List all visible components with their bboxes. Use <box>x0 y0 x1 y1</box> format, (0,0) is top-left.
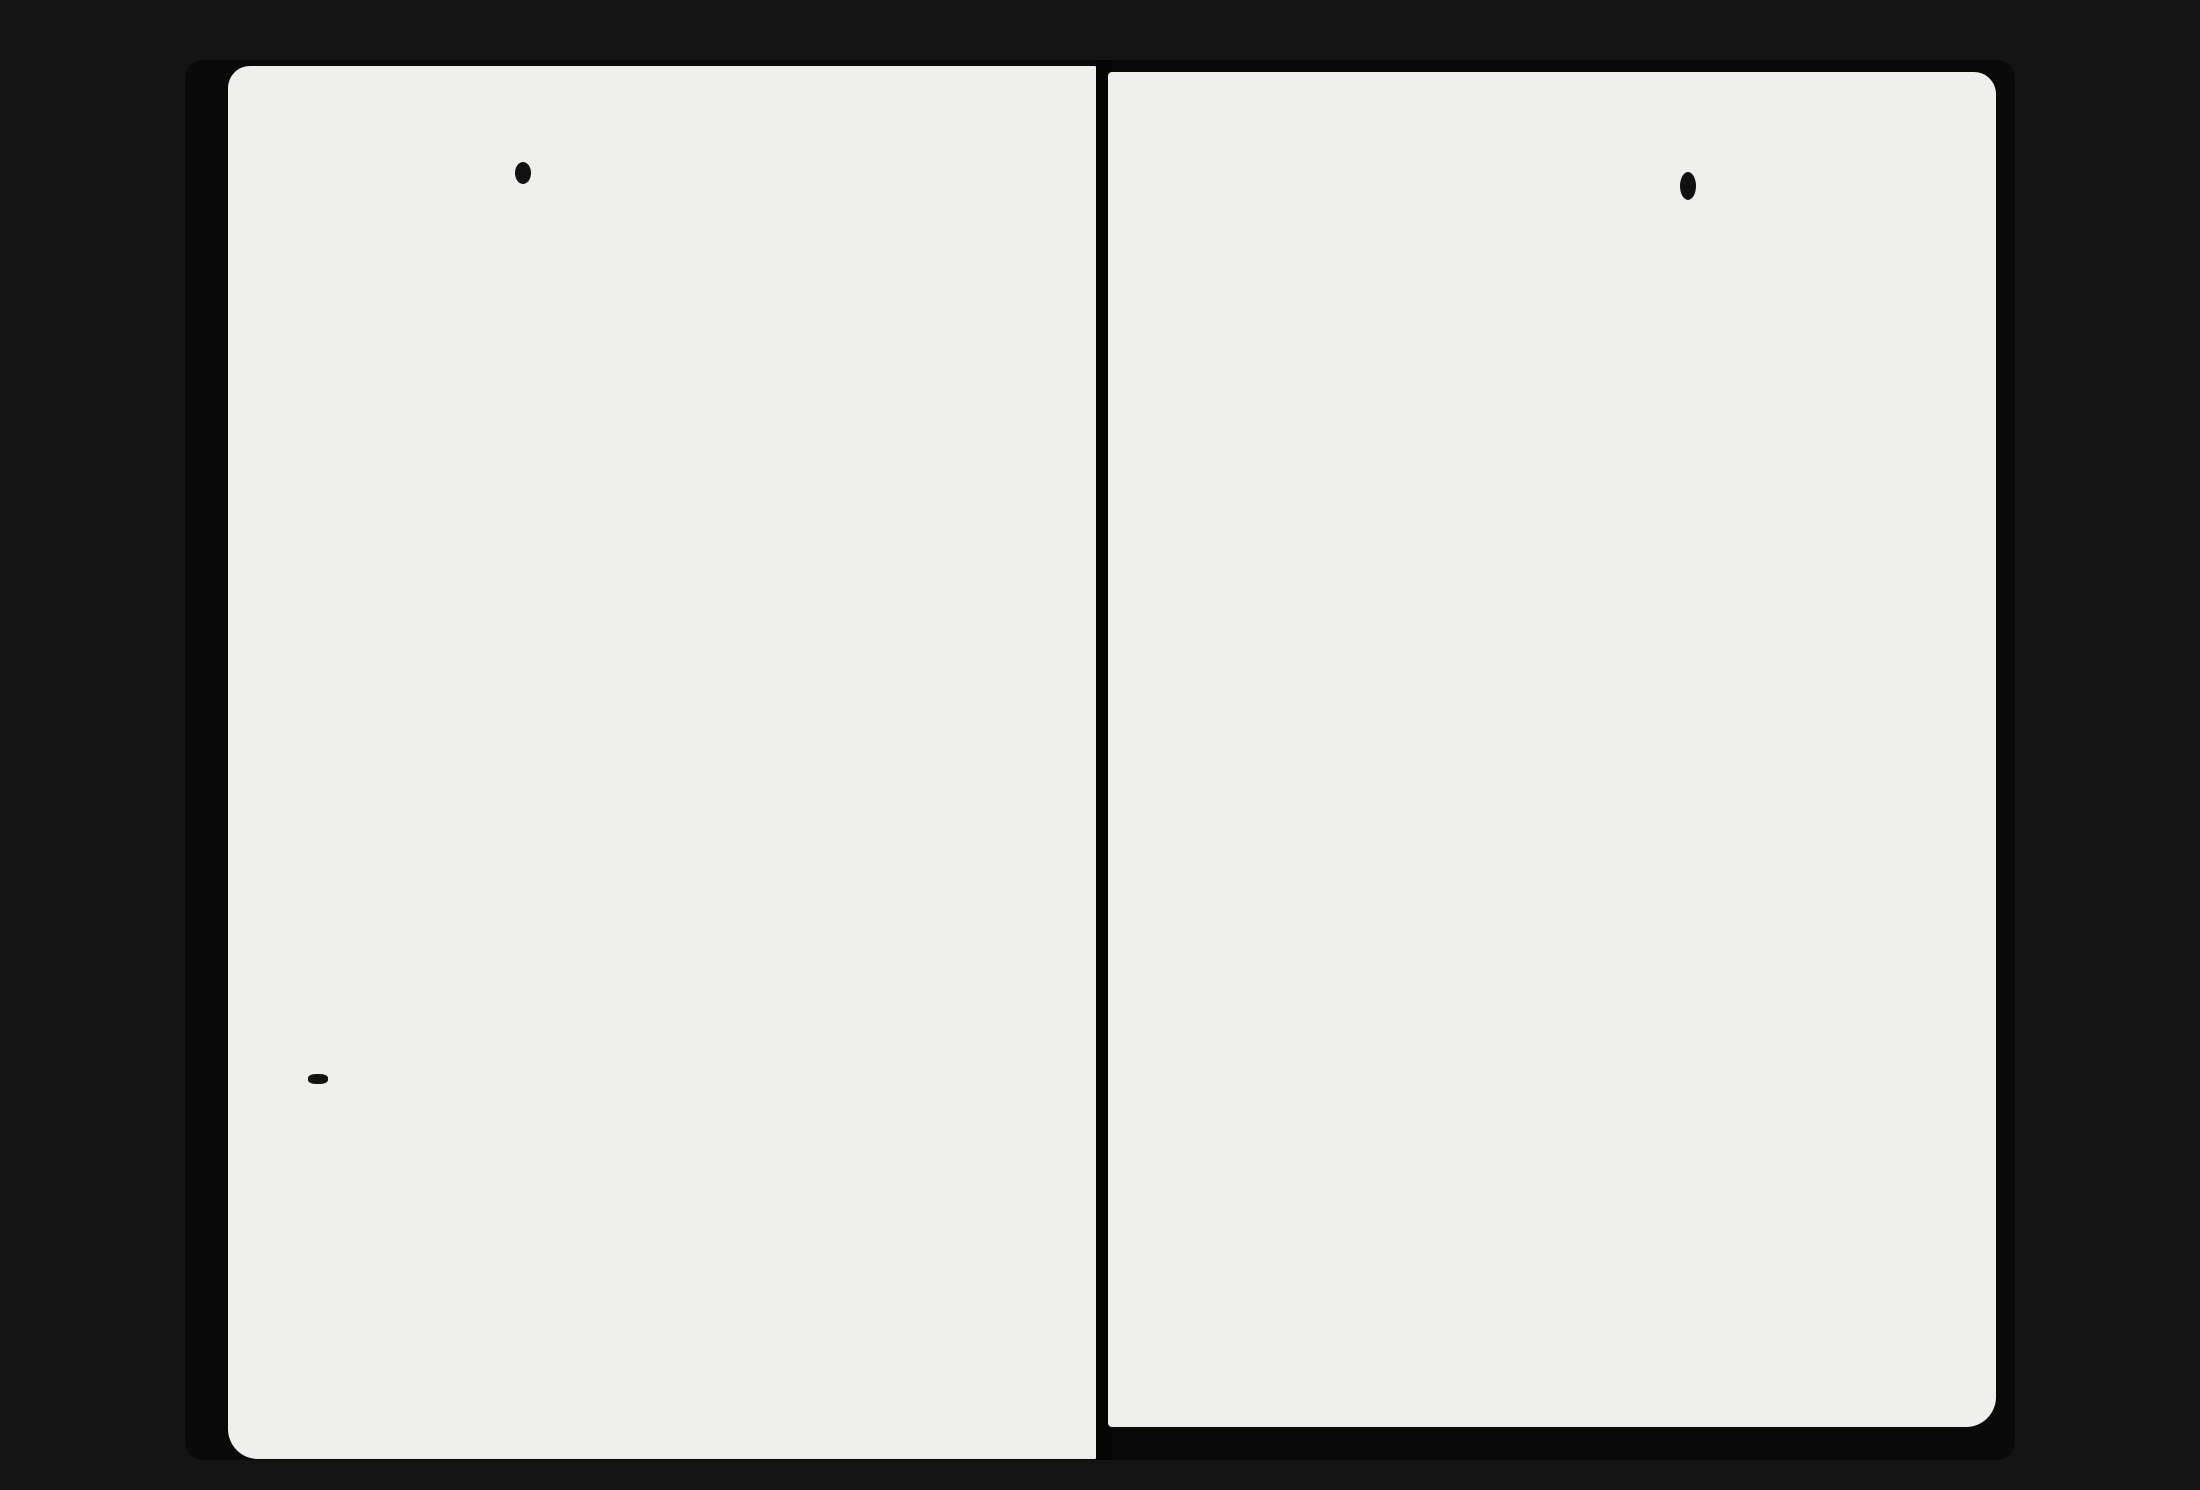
right-page <box>1108 72 1996 1427</box>
left-page <box>228 66 1098 1459</box>
ink-blot-right <box>1680 172 1696 200</box>
ink-blot <box>515 162 531 184</box>
ink-smudge <box>308 1074 328 1084</box>
left-page-grid <box>228 66 1098 1459</box>
right-page-grid <box>1108 72 1996 1427</box>
